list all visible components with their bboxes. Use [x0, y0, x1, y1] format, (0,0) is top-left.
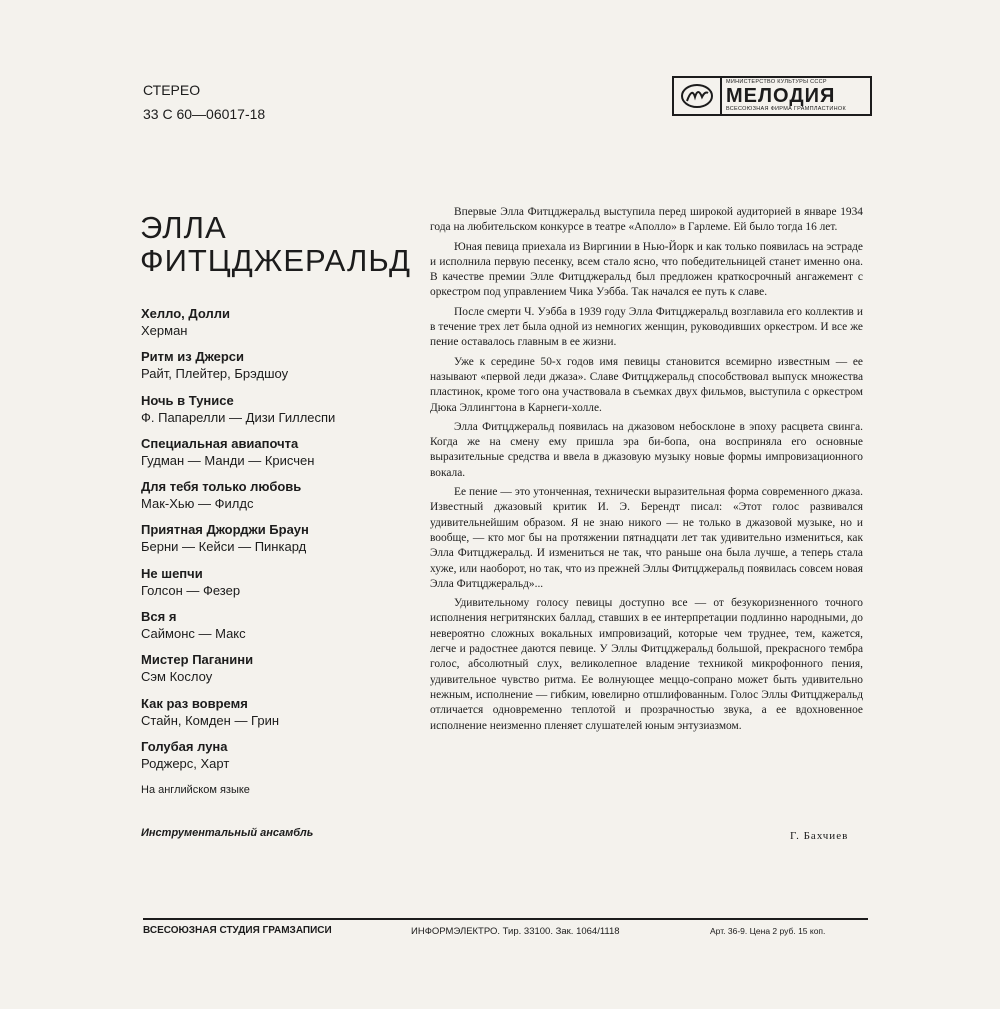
track-item: [141, 651, 401, 694]
track-item: [141, 435, 401, 478]
footer-print-info: ИНФОРМЭЛЕКТРО. Тир. 33100. Зак. 1064/1118: [411, 926, 620, 937]
track-item: [141, 521, 401, 564]
track-item: [141, 695, 401, 738]
notes-paragraph: Ее пение — это утонченная, технически выразительная форма современного джаза. Известный джазовый критик И. Э. Берендт писал: «Этот голос развивался удивительнейшим образом. Я не знаю никого — не только в джазовой музыке, но и вообще, — кто мог бы на протяжении пятнадцати лет так удивительно измениться, как Элла Фитцджеральд. И измениться не так, что раньше она была лучше, а теперь стала хуже, или наоборот, но так, что из прежней Эллы Фитцджеральд появилась совсем новая Элла Фитцджеральд»...: [430, 486, 863, 590]
track-item: [141, 305, 401, 348]
track-title: Специальная авиапочта: [141, 435, 299, 451]
track-title: Голубая луна: [141, 738, 228, 754]
footer-divider: [143, 918, 868, 920]
language-note: На английском языке: [141, 784, 250, 796]
track-credit: Роджерс, Харт: [141, 755, 230, 771]
track-item: [141, 478, 401, 521]
catalog-block: [143, 78, 265, 126]
track-title: Хелло, Долли: [141, 306, 230, 321]
track-credit: Херман: [141, 323, 188, 338]
track-credit: Берни — Кейси — Пинкард: [141, 539, 307, 555]
notes-paragraph: Юная певица приехала из Виргинии в Нью-Йорк и как только появилась на эстраде и исполнила первую песенку, всем стало ясно, что победительницей станет именно она. В качестве премии Элле Фитцджеральд был предложен краткосрочный ангажемент с оркестром под управлением Чика Уэбба. Так начался ее путь к славе.: [430, 240, 863, 299]
logo-firm: ВСЕСОЮЗНАЯ ФИРМА ГРАМПЛАСТИНОК: [726, 106, 846, 112]
logo-brand: МЕЛОДИЯ: [726, 85, 836, 107]
notes-author: Г. Бахчиев: [790, 830, 849, 842]
track-item: [141, 565, 401, 608]
track-credit: Саймонс — Макс: [141, 626, 246, 642]
track-credit: Ф. Папарелли — Дизи Гиллеспи: [141, 409, 336, 425]
ensemble-credit: Инструментальный ансамбль: [141, 827, 314, 839]
stereo-label: СТЕРЕО: [143, 82, 201, 98]
footer-price-info: Арт. 36-9. Цена 2 руб. 15 коп.: [710, 926, 826, 936]
track-item: [141, 348, 401, 391]
notes-paragraph: После смерти Ч. Уэбба в 1939 году Элла Фитцджеральд возглавила его коллектив и в течение трех лет была одной из немногих женщин, руководивших оркестром. И все же пение оставалось главным в ее жизни.: [430, 305, 863, 349]
track-credit: Гудман — Манди — Крисчен: [141, 452, 315, 468]
artist-name: [140, 211, 411, 277]
logo-ministry: МИНИСТЕРСТВО КУЛЬТУРЫ СССР: [726, 78, 827, 85]
notes-paragraph: Впервые Элла Фитцджеральд выступила перед широкой аудиторией в январе 1934 года на любительском конкурсе в театре «Аполло» в Гарлеме. Ей было тогда 16 лет.: [430, 206, 863, 234]
track-title: Как раз вовремя: [141, 695, 248, 711]
footer-studio: ВСЕСОЮЗНАЯ СТУДИЯ ГРАМЗАПИСИ: [143, 925, 332, 936]
track-item: [141, 738, 401, 781]
track-item: [141, 608, 401, 651]
track-credit: Стайн, Комден — Грин: [141, 712, 280, 728]
artist-last-name: ФИТЦДЖЕРАЛЬД: [140, 243, 411, 278]
track-title: Мистер Паганини: [141, 652, 254, 668]
track-credit: Сэм Кослоу: [141, 669, 213, 685]
artist-first-name: ЭЛЛА: [140, 210, 227, 245]
track-title: Вся я: [141, 609, 177, 625]
track-list: [141, 305, 401, 781]
track-title: Приятная Джорджи Браун: [141, 522, 309, 538]
track-credit: Мак-Хью — Филдс: [141, 496, 254, 512]
catalog-number: 33 С 60—06017-18: [143, 106, 266, 122]
melodiya-icon: [674, 78, 722, 114]
notes-paragraph: Уже к середине 50-х годов имя певицы становится всемирно известным — ее называют «первой леди джаза». Славе Фитцджеральд способствовал выпуск множества пластинок, кроме того она участвовала в съемках двух фильмов, выступила с оркестром Дюка Эллингтона в Карнеги-холле.: [430, 355, 863, 414]
track-title: Ночь в Тунисе: [141, 392, 234, 408]
liner-notes: [430, 205, 863, 738]
track-credit: Райт, Плейтер, Брэдшоу: [141, 366, 289, 382]
melodiya-logo: [672, 76, 872, 116]
track-title: Ритм из Джерси: [141, 349, 245, 365]
notes-paragraph: Элла Фитцджеральд появилась на джазовом небосклоне в эпоху расцвета свинга. Когда же на смену ему пришла эра би-бопа, она восприняла его основные выразительные средства и ввела в джазовую музыку новые формы импровизационного вокала.: [430, 420, 863, 479]
track-title: Для тебя только любовь: [141, 479, 302, 495]
track-title: Не шепчи: [141, 565, 203, 581]
track-credit: Голсон — Фезер: [141, 582, 241, 598]
track-item: [141, 392, 401, 435]
notes-paragraph: Удивительному голосу певицы доступно все — от безукоризненного точного исполнения негритянских баллад, ставших в ее интерпретации подлинно народными, до невероятно сложных вокальных импровизаций, которые чем труднее, тем, кажется, легче и радостнее даются певице. У Эллы Фитцджеральд большой, прекрасного тембра голос, абсолютный слух, великолепное владение техникой микрофонного пения, удивительное чувство ритма. Ее волнующее меццо-сопрано может быть удивительно нежным, исполнение — гибким, ювелирно отшлифованным. Голос Эллы Фитцджеральд отличается одновременно теплотой и прозрачностью звука, а ее вдохновенное исполнение неизменно пленяет слушателей юным энтузиазмом.: [430, 597, 863, 732]
